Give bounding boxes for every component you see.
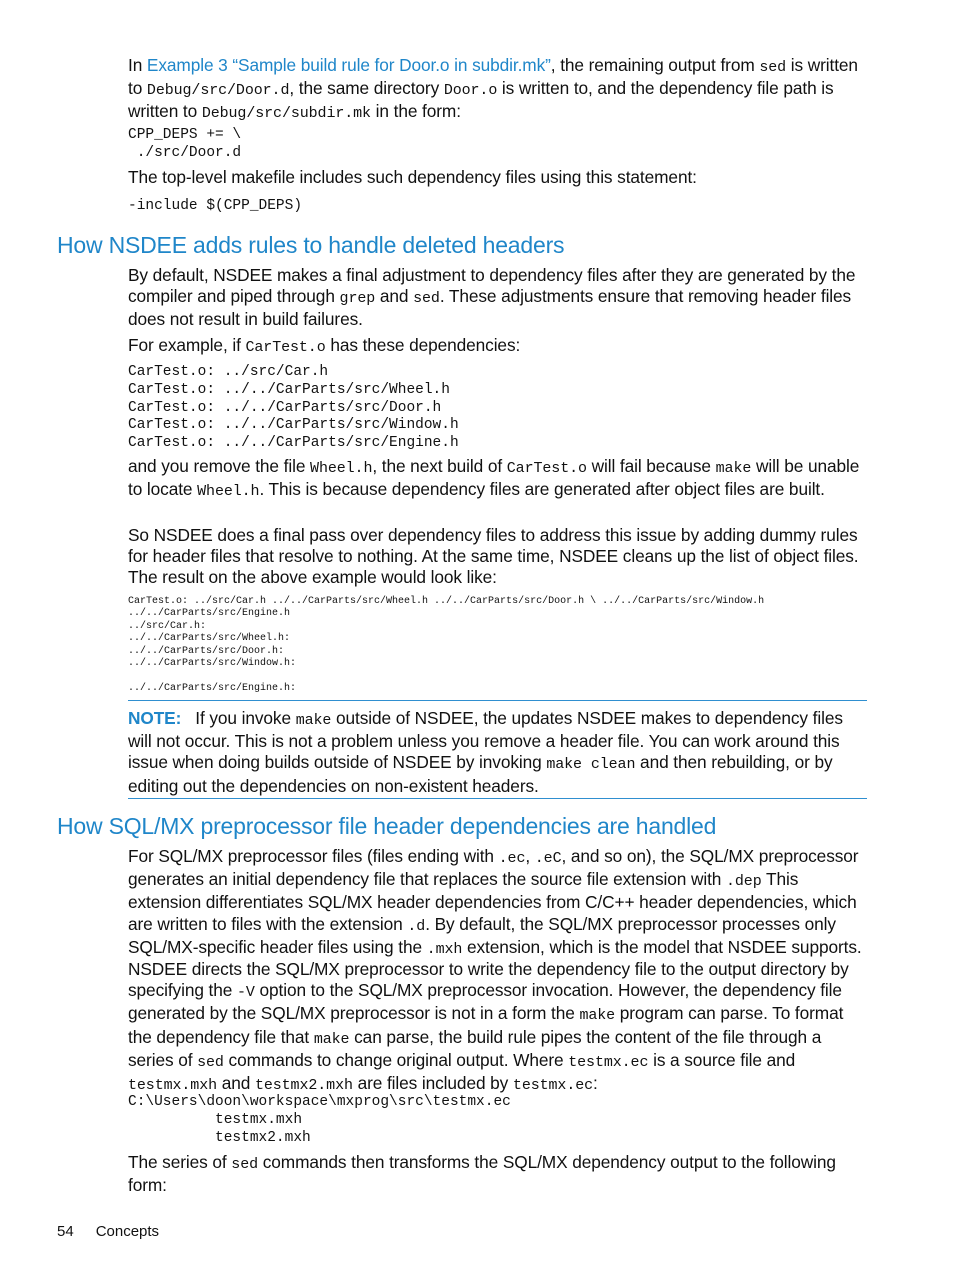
text: are files included by bbox=[352, 1073, 513, 1094]
note-label: NOTE: bbox=[128, 708, 182, 728]
text: For example, if bbox=[128, 335, 246, 355]
text: This extension differentiates SQL/MX header dependencies from C/C++ header dependencies, which are written to files with the extension bbox=[128, 869, 857, 934]
inline-code: testmx.mxh bbox=[128, 1077, 218, 1095]
section2-paragraph-1 bbox=[128, 846, 870, 960]
inline-code: CarTest.o bbox=[245, 339, 326, 356]
inline-code: sed bbox=[759, 59, 787, 76]
intro-paragraph-2: The top-level makefile includes such dependency files using this statement: bbox=[128, 167, 697, 187]
inline-code: make bbox=[295, 712, 332, 729]
note-box bbox=[128, 708, 867, 797]
text: commands to change original output. Where bbox=[223, 1049, 569, 1070]
section-heading-deleted-headers: How NSDEE adds rules to handle deleted headers bbox=[57, 232, 565, 258]
text: The series of bbox=[128, 1152, 232, 1172]
text: . These adjustments ensure that removing header files does not result in build failures. bbox=[128, 286, 852, 330]
inline-code: .eC bbox=[534, 850, 562, 867]
text: and bbox=[375, 286, 414, 307]
note-top-rule bbox=[128, 700, 867, 701]
text: can parse, the build rule pipes the content of the file through a series of bbox=[128, 1026, 822, 1070]
section1-paragraph-3 bbox=[128, 456, 870, 502]
inline-code: sed bbox=[413, 290, 440, 308]
inline-code: .ec bbox=[498, 850, 526, 867]
page-footer bbox=[57, 1222, 159, 1242]
text: , the remaining output from bbox=[550, 55, 760, 75]
code-block-cpp-deps: CPP_DEPS += \ ./src/Door.d bbox=[128, 127, 242, 161]
text: and you remove the file bbox=[128, 456, 311, 476]
inline-code: .dep bbox=[725, 873, 762, 891]
inline-code: .mxh bbox=[426, 940, 463, 958]
page-number: 54 bbox=[57, 1223, 74, 1240]
code-block-adjusted-deps: CarTest.o: ../src/Car.h ../../CarParts/src/Wheel.h ../../CarParts/src/Door.h \ ../../CarParts/src/Window.h ../../CarParts/src/Engine.h ../src/Car.h: ../../CarParts/src/Wheel.h: ../../CarParts/src/Door.h: ../../CarParts/src/Window.h: ../../CarParts/src/Engine.h: bbox=[128, 596, 765, 694]
text: is a source file and bbox=[648, 1049, 796, 1070]
inline-code: Wheel.h bbox=[310, 460, 373, 477]
inline-code: testmx.ec bbox=[568, 1053, 649, 1071]
chapter-title: Concepts bbox=[95, 1223, 160, 1240]
text: is written to bbox=[128, 55, 858, 99]
text: , the same directory bbox=[289, 78, 444, 99]
inline-code: Wheel.h bbox=[197, 483, 260, 501]
text: will fail because bbox=[586, 456, 716, 476]
text: has these dependencies: bbox=[325, 335, 521, 355]
text: extension, which is the model that NSDEE supports. bbox=[462, 936, 862, 957]
inline-code: Door.o bbox=[443, 82, 498, 100]
text: and bbox=[217, 1073, 255, 1094]
section-heading-sqlmx-dependencies: How SQL/MX preprocessor file header dependencies are handled bbox=[57, 813, 717, 839]
section1-paragraph-1 bbox=[128, 265, 870, 331]
text: For SQL/MX preprocessor files (files ending with bbox=[128, 846, 499, 866]
inline-code: Debug/src/subdir.mk bbox=[201, 105, 371, 123]
inline-code: make bbox=[313, 1030, 350, 1048]
text: : bbox=[593, 1073, 598, 1094]
text: , bbox=[525, 846, 535, 866]
inline-code: CarTest.o bbox=[506, 460, 587, 477]
example-3-link[interactable]: Example 3 “Sample build rule for Door.o in subdir.mk” bbox=[146, 55, 551, 75]
code-block-include: -include $(CPP_DEPS) bbox=[128, 198, 303, 214]
text: . By default, the SQL/MX preprocessor processes only SQL/MX-specific header files using the bbox=[128, 913, 836, 957]
inline-code: make clean bbox=[546, 756, 636, 774]
text: in the form: bbox=[370, 101, 461, 122]
text: commands then transforms the SQL/MX dependency output to the following form: bbox=[128, 1152, 836, 1196]
text: outside of NSDEE, the updates NSDEE makes to dependency files will not occur. This is not a problem unless you remove a header file. You can work around this issue when doing builds outside of NSDEE by invoking bbox=[128, 708, 843, 773]
section1-paragraph-4: So NSDEE does a final pass over dependency files to address this issue by adding dummy rules for header files that resolve to nothing. At the same time, NSDEE cleans up the list of object files. The result on the above example would look like: bbox=[128, 525, 859, 588]
inline-code: sed bbox=[197, 1053, 224, 1071]
section1-paragraph-2 bbox=[128, 335, 870, 358]
inline-code: make bbox=[579, 1007, 616, 1025]
inline-code: sed bbox=[231, 1156, 259, 1173]
text: , the next build of bbox=[372, 456, 507, 476]
inline-code: testmx2.mxh bbox=[254, 1077, 353, 1095]
text: option to the SQL/MX preprocessor invocation. However, the dependency file generated by the SQL/MX preprocessor is not in a form the bbox=[128, 980, 842, 1024]
inline-code: grep bbox=[339, 290, 376, 308]
section2-paragraph-3 bbox=[128, 1152, 870, 1196]
inline-code: -V bbox=[236, 984, 255, 1002]
inline-code: Debug/src/Door.d bbox=[146, 82, 290, 100]
text: program can parse. To format the dependency file that bbox=[128, 1003, 844, 1047]
code-block-sqlmx-output: C:\Users\doon\workspace\mxprog\src\testmx.ec testmx.mxh testmx2.mxh bbox=[128, 1094, 511, 1146]
inline-code: testmx.ec bbox=[512, 1077, 594, 1095]
inline-code: .d bbox=[407, 917, 426, 935]
code-block-cartest-deps: CarTest.o: ../src/Car.h CarTest.o: ../../CarParts/src/Wheel.h CarTest.o: ../../CarParts/src/Door.h CarTest.o: ../../CarParts/src/Window.h CarTest.o: ../../CarParts/src/Engine.h bbox=[128, 364, 459, 452]
text: will be unable to locate bbox=[128, 456, 860, 500]
text: is written to, and the dependency file path is written to bbox=[128, 78, 834, 122]
section2-paragraph-2 bbox=[128, 959, 870, 1096]
text: . This is because dependency files are generated after object files are built. bbox=[259, 479, 825, 500]
inline-code: make bbox=[715, 460, 752, 477]
text: If you invoke bbox=[195, 708, 296, 728]
text: In bbox=[128, 55, 147, 75]
intro-paragraph bbox=[128, 55, 870, 125]
note-bottom-rule bbox=[128, 798, 867, 799]
text: NSDEE directs the SQL/MX preprocessor to write the dependency file to the output directory by specifying the bbox=[128, 959, 849, 1001]
text: , and so on), the SQL/MX preprocessor generates an initial dependency file that replaces the source file extension with bbox=[128, 846, 859, 890]
text: By default, NSDEE makes a final adjustment to dependency files after they are generated by the compiler and piped through bbox=[128, 265, 856, 307]
text: and then rebuilding, or by editing out the dependencies on non-existent headers. bbox=[128, 752, 833, 796]
